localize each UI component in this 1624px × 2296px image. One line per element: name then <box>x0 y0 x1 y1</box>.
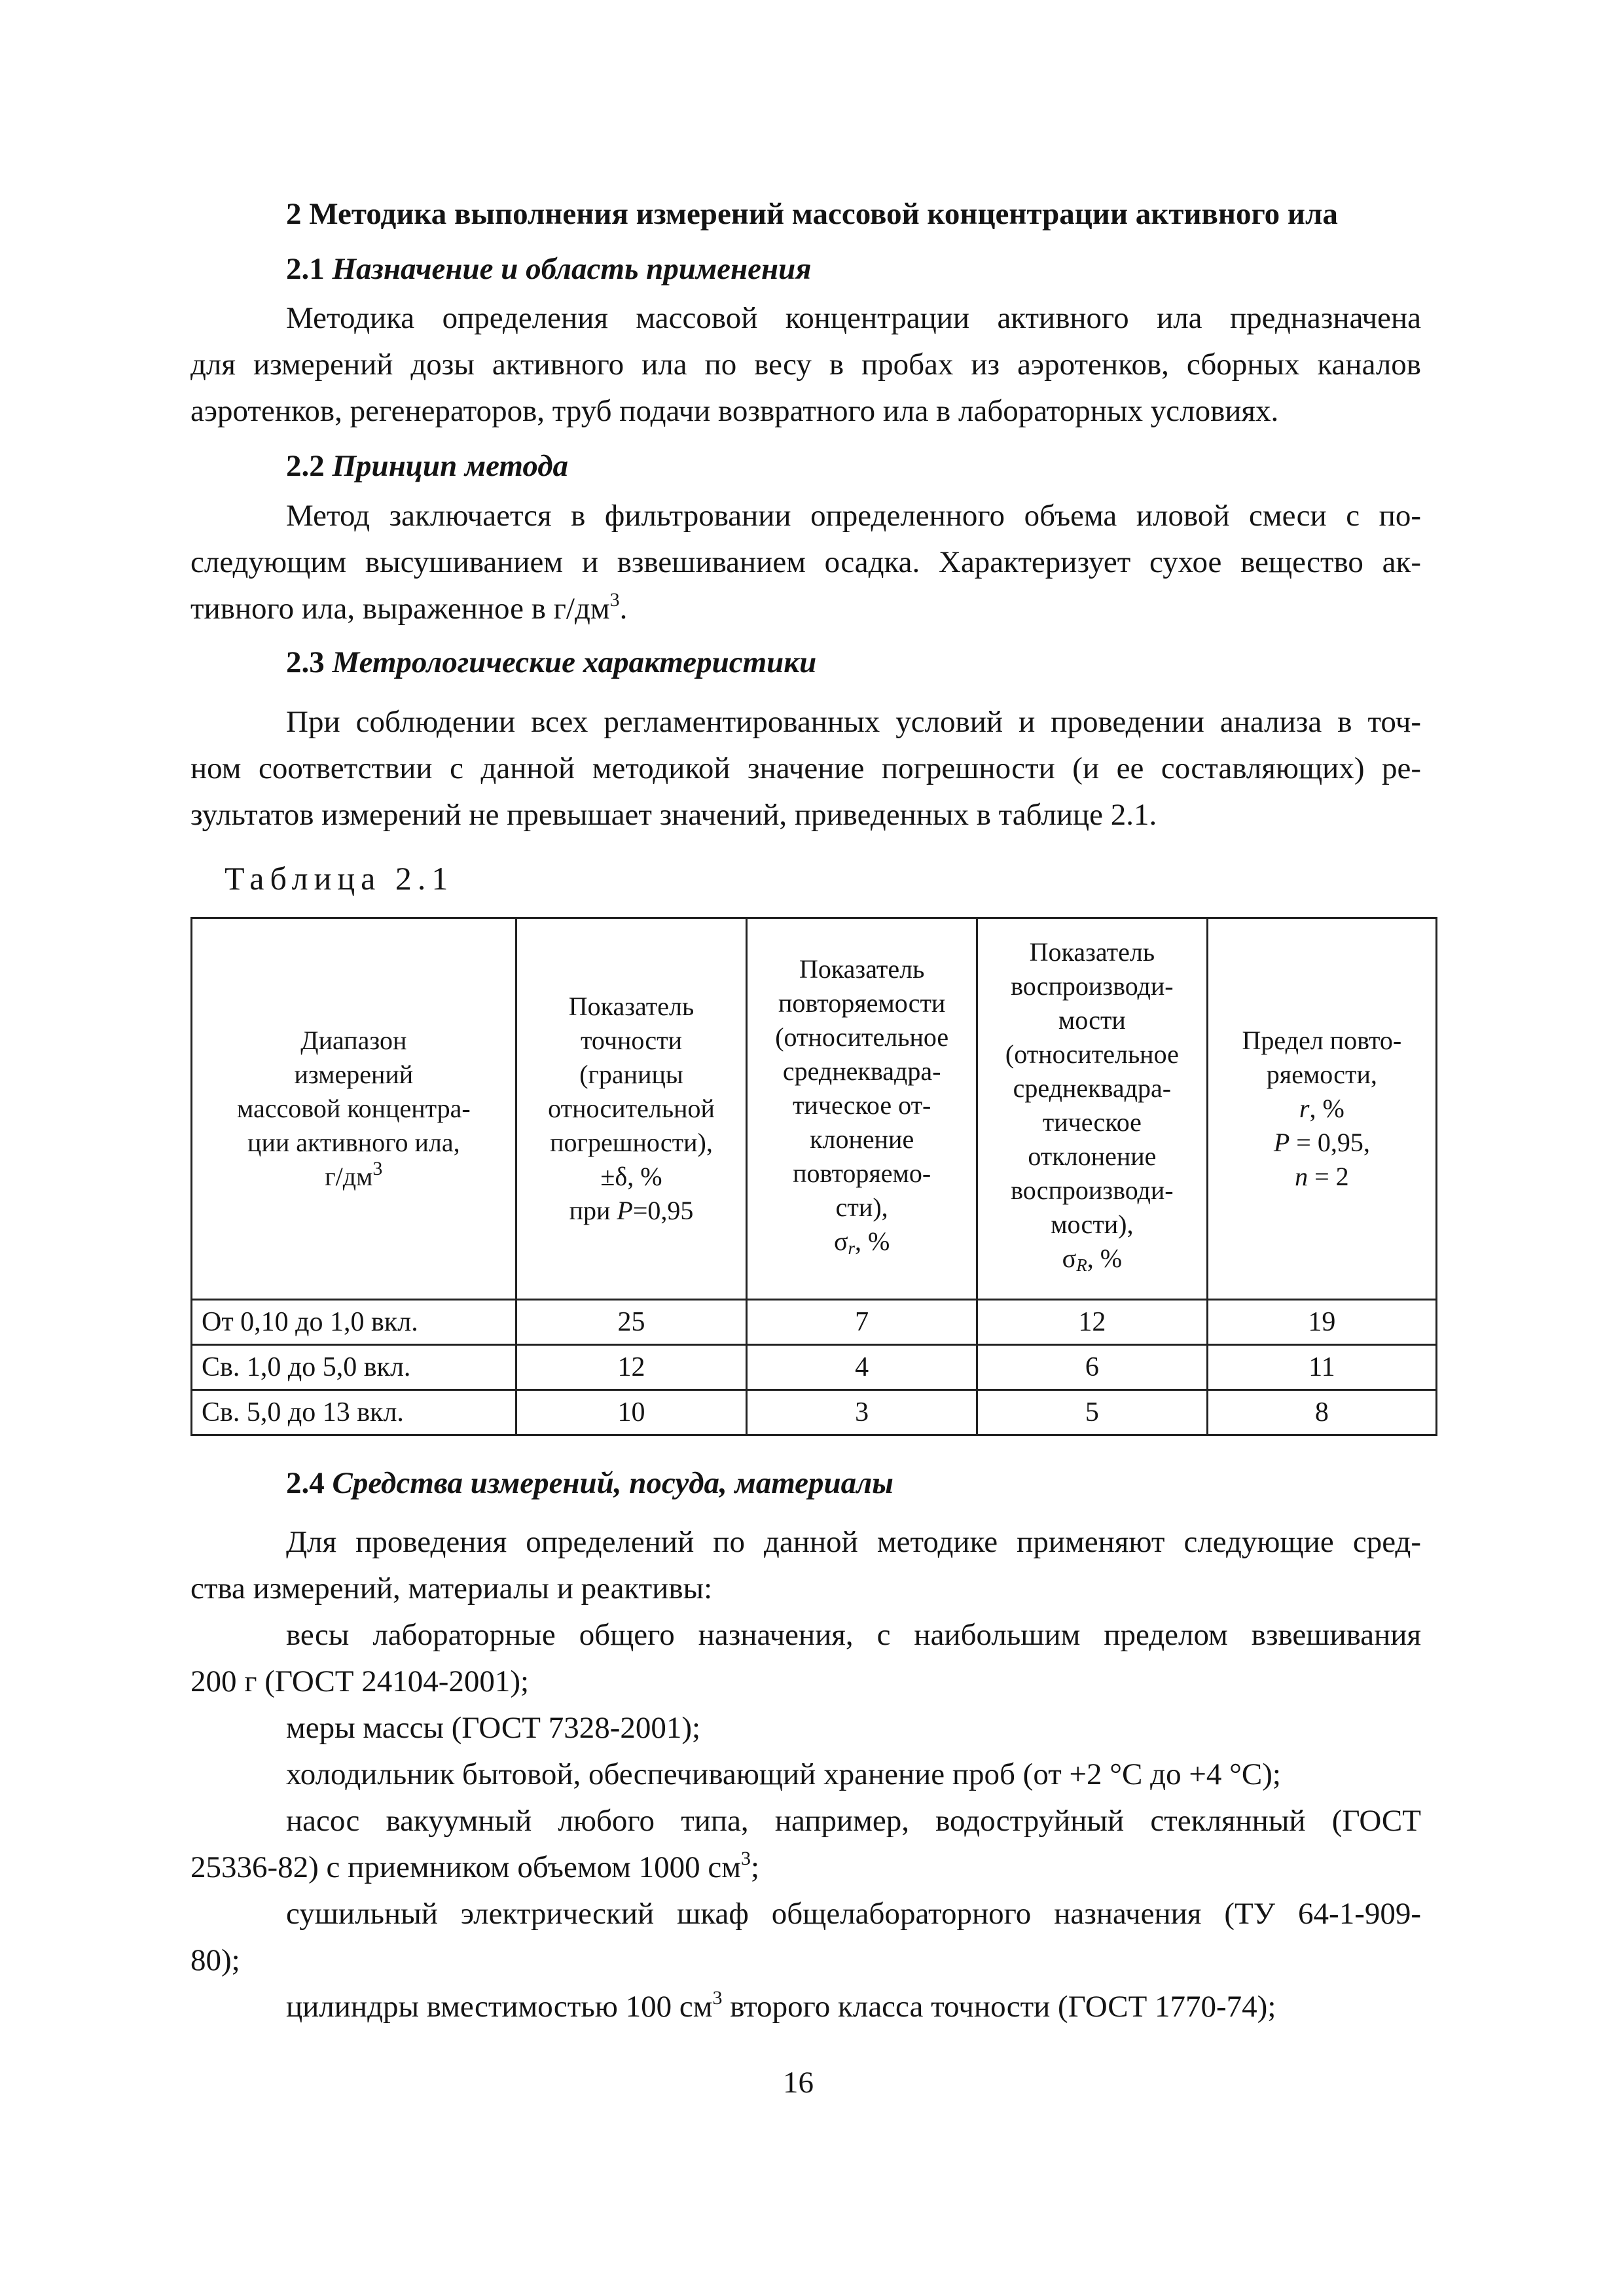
header-line: ±δ, % <box>600 1162 662 1191</box>
header-text: =0,95 <box>632 1196 694 1225</box>
cell-repeatability: 3 <box>747 1390 977 1435</box>
cell-limit: 11 <box>1207 1345 1436 1390</box>
header-line: массовой концентра- <box>236 1094 471 1123</box>
period: . <box>619 592 628 626</box>
heading-2-2-text: Принцип метода <box>332 449 569 483</box>
page-number: 16 <box>783 2066 814 2100</box>
superscript: 3 <box>372 1157 383 1179</box>
header-line <box>1215 1160 1429 1194</box>
header-symbol: r <box>1299 1094 1310 1123</box>
list-item-oven-line-1: сушильный электрический шкаф общелабораторного назначения (ТУ 64-1-909- <box>286 1897 1421 1931</box>
header-line: Показатель <box>799 954 925 984</box>
unit-text: г/дм <box>325 1162 373 1191</box>
header-line: Предел повто- <box>1242 1026 1402 1055</box>
header-line: мости <box>1058 1005 1126 1035</box>
header-line: мости), <box>1051 1210 1134 1239</box>
heading-2-4-number: 2.4 <box>286 1466 325 1500</box>
cell-reproducibility: 12 <box>977 1300 1208 1345</box>
header-text: , % <box>1309 1094 1344 1123</box>
header-line: Показатель <box>568 992 695 1021</box>
header-text: при <box>569 1196 617 1225</box>
table-row <box>192 1390 1437 1435</box>
paragraph-2-3-line-3: зультатов измерений не превышает значений, приведенных в таблице 2.1. <box>190 798 1157 832</box>
metrology-table <box>190 917 1437 1436</box>
header-line: тическое <box>1042 1107 1142 1137</box>
list-item-refrigerator: холодильник бытовой, обеспечивающий хранение проб (от +2 °С до +4 °С); <box>286 1757 1281 1791</box>
header-line: повторяемости <box>778 988 946 1018</box>
list-item-cylinders <box>286 1987 1276 2026</box>
header-line: Показатель <box>1029 937 1155 967</box>
header-line: погрешности), <box>550 1128 713 1157</box>
header-repeatability <box>747 918 977 1300</box>
section-title: 2 Методика выполнения измерений массовой концентрации активного ила <box>286 197 1338 231</box>
heading-2-4 <box>286 1463 893 1503</box>
list-item-pump-text: 25336-82) с приемником объемом 1000 см <box>190 1850 742 1884</box>
header-line: клонение <box>810 1124 914 1154</box>
list-item-weights: меры массы (ГОСТ 7328-2001); <box>286 1711 701 1745</box>
list-item-pump-line-1: насос вакуумный любого типа, например, водоструйный стеклянный (ГОСТ <box>286 1804 1421 1838</box>
table-row <box>192 1300 1437 1345</box>
paragraph-2-2-line-3-text: тивного ила, выраженное в г/дм <box>190 592 610 626</box>
cell-accuracy: 12 <box>516 1345 747 1390</box>
paragraph-2-1-line-1: Методика определения массовой концентрации активного ила предназначена <box>286 301 1421 335</box>
header-line: (границы <box>579 1060 683 1089</box>
superscript: 3 <box>609 589 620 611</box>
heading-2-1-text: Назначение и область применения <box>332 252 812 286</box>
header-line <box>1215 1126 1429 1160</box>
header-line: повторяемо- <box>793 1158 931 1188</box>
list-item-scales-line-1: весы лабораторные общего назначения, с наибольшим пределом взвешивания <box>286 1618 1421 1652</box>
heading-2-2 <box>286 446 568 486</box>
subscript: r <box>848 1238 856 1258</box>
heading-2-2-number: 2.2 <box>286 449 325 483</box>
cell-range: Св. 5,0 до 13 вкл. <box>192 1390 516 1435</box>
heading-2-3 <box>286 643 816 682</box>
superscript: 3 <box>741 1848 751 1870</box>
header-limit <box>1207 918 1436 1300</box>
heading-2-3-text: Метрологические характеристики <box>332 645 817 679</box>
paragraph-2-4-line-1: Для проведения определений по данной методике применяют следующие сред- <box>286 1525 1421 1559</box>
list-item-pump-line-2 <box>190 1848 759 1887</box>
cell-accuracy: 25 <box>516 1300 747 1345</box>
list-item-scales-line-2: 200 г (ГОСТ 24104-2001); <box>190 1664 530 1698</box>
semicolon: ; <box>751 1850 760 1884</box>
paragraph-2-1-line-3: аэротенков, регенераторов, труб подачи возвратного ила в лабораторных условиях. <box>190 394 1279 428</box>
table-caption: Таблица 2.1 <box>225 860 454 897</box>
header-text: = 2 <box>1308 1162 1349 1191</box>
superscript: 3 <box>712 1987 723 2009</box>
header-line: воспроизводи- <box>1011 1175 1174 1205</box>
header-line: тическое от- <box>792 1090 931 1120</box>
header-line: (относительное <box>775 1022 949 1052</box>
header-line <box>199 1157 509 1194</box>
header-accuracy <box>516 918 747 1300</box>
cell-reproducibility: 5 <box>977 1390 1208 1435</box>
cell-repeatability: 4 <box>747 1345 977 1390</box>
paragraph-2-3-line-2: ном соответствии с данной методикой значение погрешности (и ее составляющих) ре- <box>190 751 1421 785</box>
header-line: Диапазон <box>300 1026 407 1055</box>
header-line: воспроизводи- <box>1011 971 1174 1001</box>
header-line: (относительное <box>1005 1039 1179 1069</box>
subscript: R <box>1076 1255 1087 1275</box>
paragraph-2-1-line-2: для измерений дозы активного ила по весу в пробах из аэротенков, сборных каналов <box>190 348 1421 382</box>
header-text: = 0,95, <box>1290 1128 1370 1157</box>
cell-range: От 0,10 до 1,0 вкл. <box>192 1300 516 1345</box>
sigma-symbol: σ <box>1062 1244 1077 1273</box>
cell-repeatability: 7 <box>747 1300 977 1345</box>
cell-reproducibility: 6 <box>977 1345 1208 1390</box>
header-line <box>524 1194 740 1228</box>
list-item-cylinders-text-end: второго класса точности (ГОСТ 1770-74); <box>722 1990 1276 2024</box>
header-line: отклонение <box>1028 1141 1157 1171</box>
header-line: измерений <box>294 1060 414 1089</box>
cell-accuracy: 10 <box>516 1390 747 1435</box>
heading-2-1 <box>286 249 811 289</box>
paragraph-2-2-line-2: следующим высушиванием и взвешиванием осадка. Характеризует сухое вещество ак- <box>190 545 1421 579</box>
list-item-cylinders-text: цилиндры вместимостью 100 см <box>286 1990 713 2024</box>
header-range <box>192 918 516 1300</box>
header-symbol: P <box>1273 1128 1290 1157</box>
header-line: ряемости, <box>1266 1060 1377 1089</box>
paragraph-2-4-line-2: ства измерений, материалы и реактивы: <box>190 1571 713 1605</box>
header-line: относительной <box>548 1094 715 1123</box>
header-line: среднеквадра- <box>782 1056 941 1086</box>
header-line <box>1215 1092 1429 1126</box>
header-line: точности <box>580 1026 683 1055</box>
heading-2-3-number: 2.3 <box>286 645 325 679</box>
table-row <box>192 1345 1437 1390</box>
header-line: сти), <box>835 1193 888 1222</box>
heading-2-4-text: Средства измерений, посуда, материалы <box>332 1466 893 1500</box>
sigma-symbol: σ <box>833 1227 848 1256</box>
paragraph-2-2-line-1: Метод заключается в фильтровании определенного объема иловой смеси с по- <box>286 499 1421 533</box>
cell-limit: 19 <box>1207 1300 1436 1345</box>
header-text: , % <box>1087 1244 1123 1273</box>
heading-2-1-number: 2.1 <box>286 252 325 286</box>
paragraph-2-3-line-1: При соблюдении всех регламентированных условий и проведении анализа в точ- <box>286 705 1421 739</box>
header-line <box>984 1242 1200 1282</box>
paragraph-2-2-line-3 <box>190 589 627 628</box>
header-symbol: P <box>617 1196 633 1225</box>
header-line: ции активного ила, <box>247 1128 460 1157</box>
cell-limit: 8 <box>1207 1390 1436 1435</box>
table-header-row <box>192 918 1437 1300</box>
header-text: , % <box>855 1227 890 1256</box>
header-line: среднеквадра- <box>1013 1073 1172 1103</box>
cell-range: Св. 1,0 до 5,0 вкл. <box>192 1345 516 1390</box>
header-symbol: n <box>1295 1162 1308 1191</box>
header-line <box>754 1225 969 1265</box>
header-reproducibility <box>977 918 1208 1300</box>
list-item-oven-line-2: 80); <box>190 1943 240 1977</box>
